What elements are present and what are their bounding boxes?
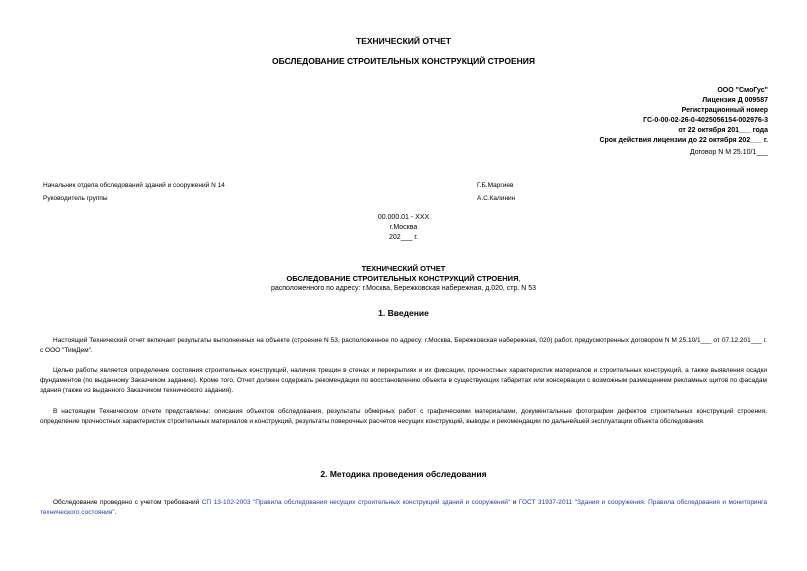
license-number: Лицензия Д 009587	[702, 97, 768, 104]
goal-paragraph: Целью работы является определение состояния строительных конструкций, наличия трещин в стенах и перекрытиях и их фиксации, прочностных характеристик материалов и строительных конструкций, а также выявления осадки фундаментов (по выданному Заказчиком заданию). Кроме того, Отчет должен содержать рекомендации по восстановлению объекта в существующих габаритах или консервации с возможным размещением рекламных щитов по фасадам здания (также из выданного Заказчиком технического задания).	[40, 367, 767, 395]
contents-paragraph: В настоящем Техническом отчете представлены: описания объектов обследования, результаты обмерных работ с графическими материалами, документальные фотографии дефектов строительных конструкций строения, определение прочностных характеристик строительных материалов и конструкций, результаты поверочных расчетов несущих конструкций, выводы и рекомендации по дальнейшей эксплуатации объекта обследования.	[40, 408, 767, 426]
sp-13-102-2003-link[interactable]: СП 13-102-2003 "Правила обследования несущих строительных конструкций зданий и сооружений"	[201, 499, 511, 506]
gost-31937-2011-link[interactable]: ГОСТ 31937-2011 "Здания и сооружения. Правила обследования и мониторинга технического состояния"	[40, 499, 767, 517]
document-title: ТЕХНИЧЕСКИЙ ОТЧЕТ	[356, 36, 451, 46]
signature-name: А.С.Калинин	[477, 195, 516, 202]
section-2-title: 2. Методика проведения обследования	[320, 469, 487, 479]
section-1-title: 1. Введение	[378, 308, 429, 318]
registration-date: от 22 октября 201___ года	[678, 127, 768, 134]
signature-role: Руководитель группы	[43, 195, 108, 202]
signature-role: Начальник отдела обследований зданий и сооружений N 14	[43, 182, 225, 189]
report-heading	[0, 274, 807, 283]
registration-number: ГС-0-00-02-26-0-4025056154-002976-3	[643, 117, 768, 124]
signature-name: Г.Б.Маргиев	[477, 182, 514, 189]
intro-paragraph: Настоящий Технический отчет включает результаты выполненных на объекте (строение N 53, расположенное по адресу: г.Москва, Бережковская набережная, 020) работ, предусмотренных договором N М 25.10/1___ от 07.12.201___ г. с ООО "ТимДем".	[40, 337, 767, 355]
contract-number: Договор N М 25.10/1___	[689, 149, 768, 156]
methodology-text-mid: и	[510, 499, 519, 506]
document-year: 202___ г.	[389, 234, 418, 241]
organization-name: ООО "СмоГус"	[717, 87, 768, 94]
methodology-text-start: Обследование проведено с учетом требований	[53, 499, 202, 506]
report-heading-text: ОБСЛЕДОВАНИЕ СТРОИТЕЛЬНЫХ КОНСТРУКЦИЙ СТРОЕНИЯ	[286, 274, 519, 283]
methodology-text-end: .	[114, 509, 117, 517]
document-code: 00.000.01 - ХХХ	[377, 214, 430, 221]
report-address: расположенного по адресу: г.Москва, Бережковская набережная, д.020, стр. N 53	[270, 285, 537, 292]
report-heading-suffix: ,	[518, 274, 521, 283]
report-title: ТЕХНИЧЕСКИЙ ОТЧЕТ	[361, 264, 446, 273]
document-subtitle: ОБСЛЕДОВАНИЕ СТРОИТЕЛЬНЫХ КОНСТРУКЦИЙ СТРОЕНИЯ	[272, 56, 535, 66]
license-validity: Срок действия лицензии до 22 октября 202___ г.	[599, 137, 768, 144]
registration-label: Регистрационный номер	[681, 107, 768, 114]
document-city: г.Москва	[389, 224, 418, 231]
organization-block	[599, 86, 768, 158]
methodology-paragraph	[40, 498, 767, 518]
